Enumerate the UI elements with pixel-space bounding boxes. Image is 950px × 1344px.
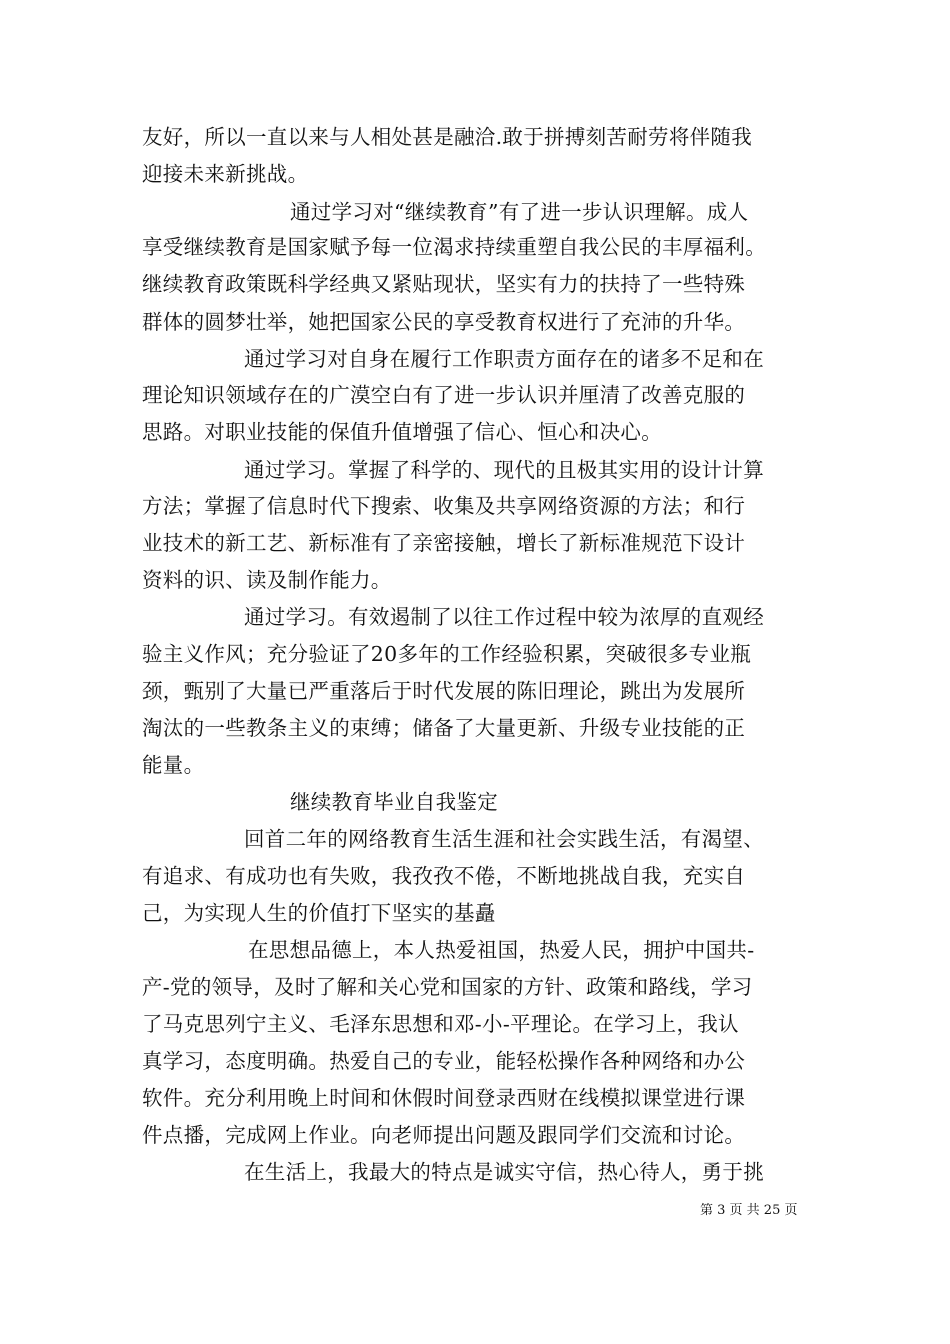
text-line: 理论知识领域存在的广漠空白有了进一步认识并厘清了改善克服的: [142, 383, 746, 407]
text-line: 有追求、有成功也有失败，我孜孜不倦，不断地挑战自我，充实自: [142, 864, 746, 888]
paragraph-start: 通过学习。掌握了科学的、现代的且极其实用的设计计算: [244, 458, 764, 482]
text-line: 件点播，完成网上作业。向老师提出问题及跟同学们交流和讨论。: [142, 1123, 746, 1147]
text-line: 己，为实现人生的价值打下坚实的基矗: [142, 901, 496, 925]
paragraph-start: 通过学习对“继续教育”有了进一步认识理解。成人: [290, 200, 749, 224]
paragraph-start: 在生活上，我最大的特点是诚实守信，热心待人，勇于挑: [244, 1160, 764, 1184]
text-line: 淘汰的一些教条主义的束缚；储备了大量更新、升级专业技能的正: [142, 716, 746, 740]
paragraph-start: 通过学习对自身在履行工作职责方面存在的诸多不足和在: [244, 347, 764, 371]
text-line: 了马克思列宁主义、毛泽东思想和邓-小-平理论。在学习上，我认: [142, 1012, 739, 1036]
text-line: 思路。对职业技能的保值升值增强了信心、恒心和决心。: [142, 420, 662, 444]
section-heading: 继续教育毕业自我鉴定: [290, 790, 498, 814]
text-line: 享受继续教育是国家赋予每一位渴求持续重塑自我公民的丰厚福利。: [142, 235, 766, 259]
text-line: 方法；掌握了信息时代下搜索、收集及共享网络资源的方法；和行: [142, 494, 746, 518]
text-line: 真学习，态度明确。热爱自己的专业，能轻松操作各种网络和办公: [142, 1049, 746, 1073]
text-line: 业技术的新工艺、新标准有了亲密接触，增长了新标准规范下设计: [142, 531, 746, 555]
page-number-footer: 第 3 页 共 25 页: [700, 1203, 798, 1218]
text-line: 群体的圆梦壮举，她把国家公民的享受教育权进行了充沛的升华。: [142, 310, 746, 334]
text-line: 迎接未来新挑战。: [142, 162, 309, 186]
text-line: 能量。: [142, 753, 205, 777]
text-line: 颈，甄别了大量已严重落后于时代发展的陈旧理论，跳出为发展所: [142, 679, 746, 703]
text-line: 友好，所以一直以来与人相处甚是融洽.敢于拼搏刻苦耐劳将伴随我: [142, 125, 753, 149]
text-line: 资料的识、读及制作能力。: [142, 568, 392, 592]
paragraph-start: 回首二年的网络教育生活生涯和社会实践生活，有渴望、: [244, 827, 764, 851]
text-line: 产-党的领导，及时了解和关心党和国家的方针、政策和路线，学习: [142, 975, 753, 999]
text-line: 验主义作风；充分验证了20多年的工作经验积累，突破很多专业瓶: [142, 642, 752, 666]
text-line: 软件。充分利用晚上时间和休假时间登录西财在线模拟课堂进行课: [142, 1086, 746, 1110]
paragraph-start: 在思想品德上，本人热爱祖国，热爱人民，拥护中国共-: [248, 938, 755, 962]
text-line: 继续教育政策既科学经典又紧贴现状，坚实有力的扶持了一些特殊: [142, 272, 746, 296]
paragraph-start: 通过学习。有效遏制了以往工作过程中较为浓厚的直观经: [244, 605, 764, 629]
